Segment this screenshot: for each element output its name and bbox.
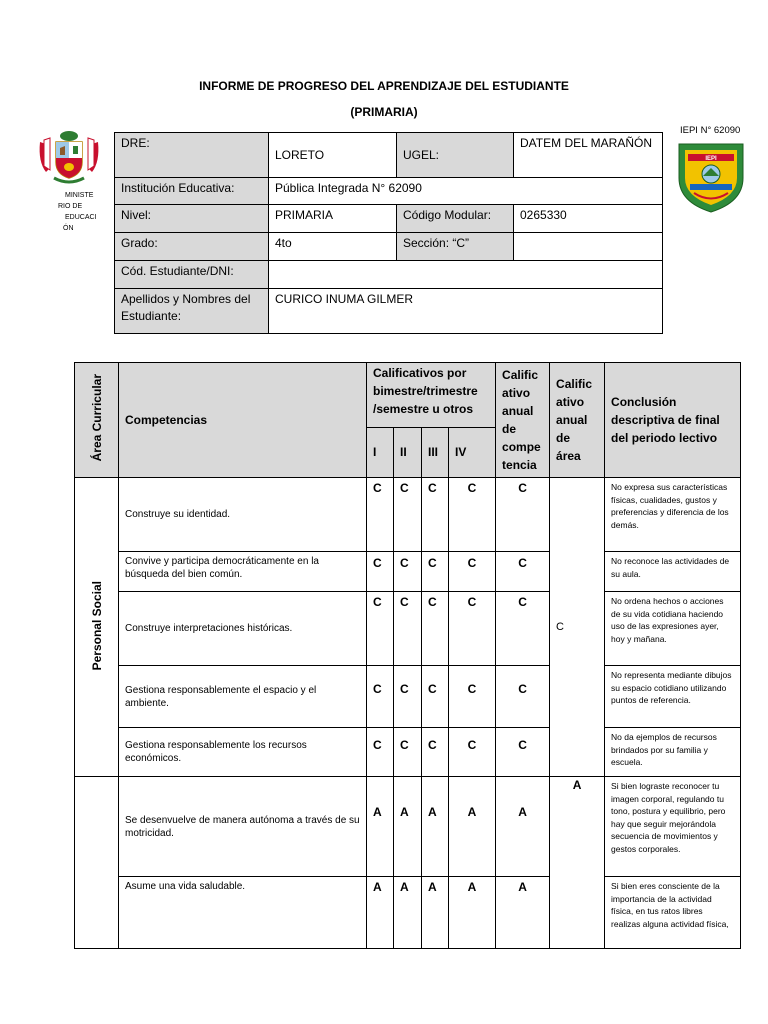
level-label: Nivel: (115, 205, 269, 233)
annual-area-grade-header: Calific ativo anual de área (550, 363, 605, 478)
student-code-value (269, 261, 663, 289)
area-header-text: Área Curricular (89, 373, 104, 462)
table-row (75, 478, 741, 552)
grade-annual: C (496, 728, 550, 777)
ministry-line: ÓN (63, 225, 74, 232)
conclusion: No expresa sus características físicas, cualidades, gustos y preferencias y diferencia de los demás. (605, 478, 741, 552)
institution-value: Pública Integrada N° 62090 (269, 178, 663, 205)
grade-p4: C (449, 478, 496, 552)
level-value: PRIMARIA (269, 205, 397, 233)
competency: Construye interpretaciones históricas. (119, 592, 367, 666)
conclusion: No reconoce las actividades de su aula. (605, 552, 741, 592)
grade-annual: A (496, 877, 550, 949)
grade-p4: C (449, 666, 496, 728)
period-4-header: IV (449, 427, 496, 477)
period-1-header: I (367, 427, 394, 477)
grade-p3: A (422, 877, 449, 949)
ministry-line: EDUCACI (65, 214, 97, 221)
grades-table (74, 362, 741, 949)
conclusion: No ordena hechos o acciones de su vida cotidiana haciendo uso de las expresiones ayer, hoy y mañana. (605, 592, 741, 666)
report-subtitle: (PRIMARIA) (350, 105, 418, 119)
grade-p1: C (367, 728, 394, 777)
area-grade: A (550, 777, 605, 949)
student-name-label: Apellidos y Nombres del Estudiante: (115, 289, 269, 334)
competency: Gestiona responsablemente el espacio y el ambiente. (119, 666, 367, 728)
conclusion-header: Conclusión descriptiva de final del periodo lectivo (605, 363, 741, 478)
period-2-header: II (394, 427, 422, 477)
section-label: Sección: “C” (397, 233, 514, 261)
grade-p2: A (394, 877, 422, 949)
grade-p2: A (394, 777, 422, 877)
grade-p4: C (449, 728, 496, 777)
grade-p3: C (422, 728, 449, 777)
peru-coat-of-arms-icon (36, 122, 102, 188)
student-code-label: Cód. Estudiante/DNI: (115, 261, 269, 289)
area-second (75, 777, 119, 949)
dre-label: DRE: (115, 133, 269, 178)
student-info-table (114, 132, 663, 334)
competencies-header: Competencias (119, 363, 367, 478)
modular-code-label: Código Modular: (397, 205, 514, 233)
annual-competency-grade-header: Calific ativo anual de compe tencia (496, 363, 550, 478)
grade-p1: C (367, 552, 394, 592)
grade-p4: C (449, 592, 496, 666)
table-row (75, 877, 741, 949)
dre-value: LORETO (269, 133, 397, 178)
conclusion: No representa mediante dibujos su espacio cotidiano utilizando puntos de referencia. (605, 666, 741, 728)
grade-p3: C (422, 666, 449, 728)
table-row (75, 728, 741, 777)
ministry-line: RIO DE (58, 203, 83, 210)
ministry-label (58, 190, 110, 234)
period-grades-header: Calificativos por bimestre/trimestre /semestre u otros (367, 363, 496, 428)
grade-p2: C (394, 666, 422, 728)
area-grade: C (550, 478, 605, 777)
grade-p1: C (367, 592, 394, 666)
grade-p1: C (367, 666, 394, 728)
grade-p2: C (394, 728, 422, 777)
table-row (75, 552, 741, 592)
grade-p2: C (394, 552, 422, 592)
school-logo-label: IEPI N° 62090 (680, 125, 741, 136)
area-name: Personal Social (89, 580, 104, 671)
grade-p3: C (422, 478, 449, 552)
ugel-value: DATEM DEL MARAÑÓN (514, 133, 663, 178)
modular-code-value: 0265330 (514, 205, 663, 233)
grade-annual: C (496, 478, 550, 552)
grade-annual: C (496, 592, 550, 666)
grade-value: 4to (269, 233, 397, 261)
grade-p3: C (422, 592, 449, 666)
table-row (75, 777, 741, 877)
grade-p3: C (422, 552, 449, 592)
school-shield-logo (676, 138, 746, 214)
area-personal-social (75, 478, 119, 777)
grade-p2: C (394, 592, 422, 666)
ministry-line: MINISTE (65, 192, 94, 199)
competency: Se desenvuelve de manera autónoma a través de su motricidad. (119, 777, 367, 877)
conclusion: Si bien lograste reconocer tu imagen corporal, regulando tu tono, postura y equilibrio, pero hay que seguir mejorándola secuencia de movimientos y gestos corporales. (605, 777, 741, 877)
competency: Asume una vida saludable. (119, 877, 367, 949)
table-row (75, 666, 741, 728)
grade-p3: A (422, 777, 449, 877)
grade-p4: C (449, 552, 496, 592)
grade-label: Grado: (115, 233, 269, 261)
institution-label: Institución Educativa: (115, 178, 269, 205)
grade-p4: A (449, 877, 496, 949)
grade-p1: A (367, 877, 394, 949)
conclusion: No da ejemplos de recursos brindados por su familia y escuela. (605, 728, 741, 777)
grade-annual: C (496, 666, 550, 728)
grade-p1: A (367, 777, 394, 877)
grade-p2: C (394, 478, 422, 552)
ugel-label: UGEL: (397, 133, 514, 178)
grade-p4: A (449, 777, 496, 877)
grade-annual: C (496, 552, 550, 592)
report-title: INFORME DE PROGRESO DEL APRENDIZAJE DEL ESTUDIANTE (199, 79, 569, 93)
table-row (75, 592, 741, 666)
competency: Construye su identidad. (119, 478, 367, 552)
grade-annual: A (496, 777, 550, 877)
grade-p1: C (367, 478, 394, 552)
student-name-value: CURICO INUMA GILMER (269, 289, 663, 334)
section-value (514, 233, 663, 261)
school-logo-text: IEPI (705, 156, 717, 162)
competency: Convive y participa democráticamente en la búsqueda del bien común. (119, 552, 367, 592)
competency: Gestiona responsablemente los recursos económicos. (119, 728, 367, 777)
period-3-header: III (422, 427, 449, 477)
conclusion: Si bien eres consciente de la importancia de la actividad física, en tus ratos libres realizas alguna actividad física, (605, 877, 741, 949)
area-header (75, 363, 119, 478)
